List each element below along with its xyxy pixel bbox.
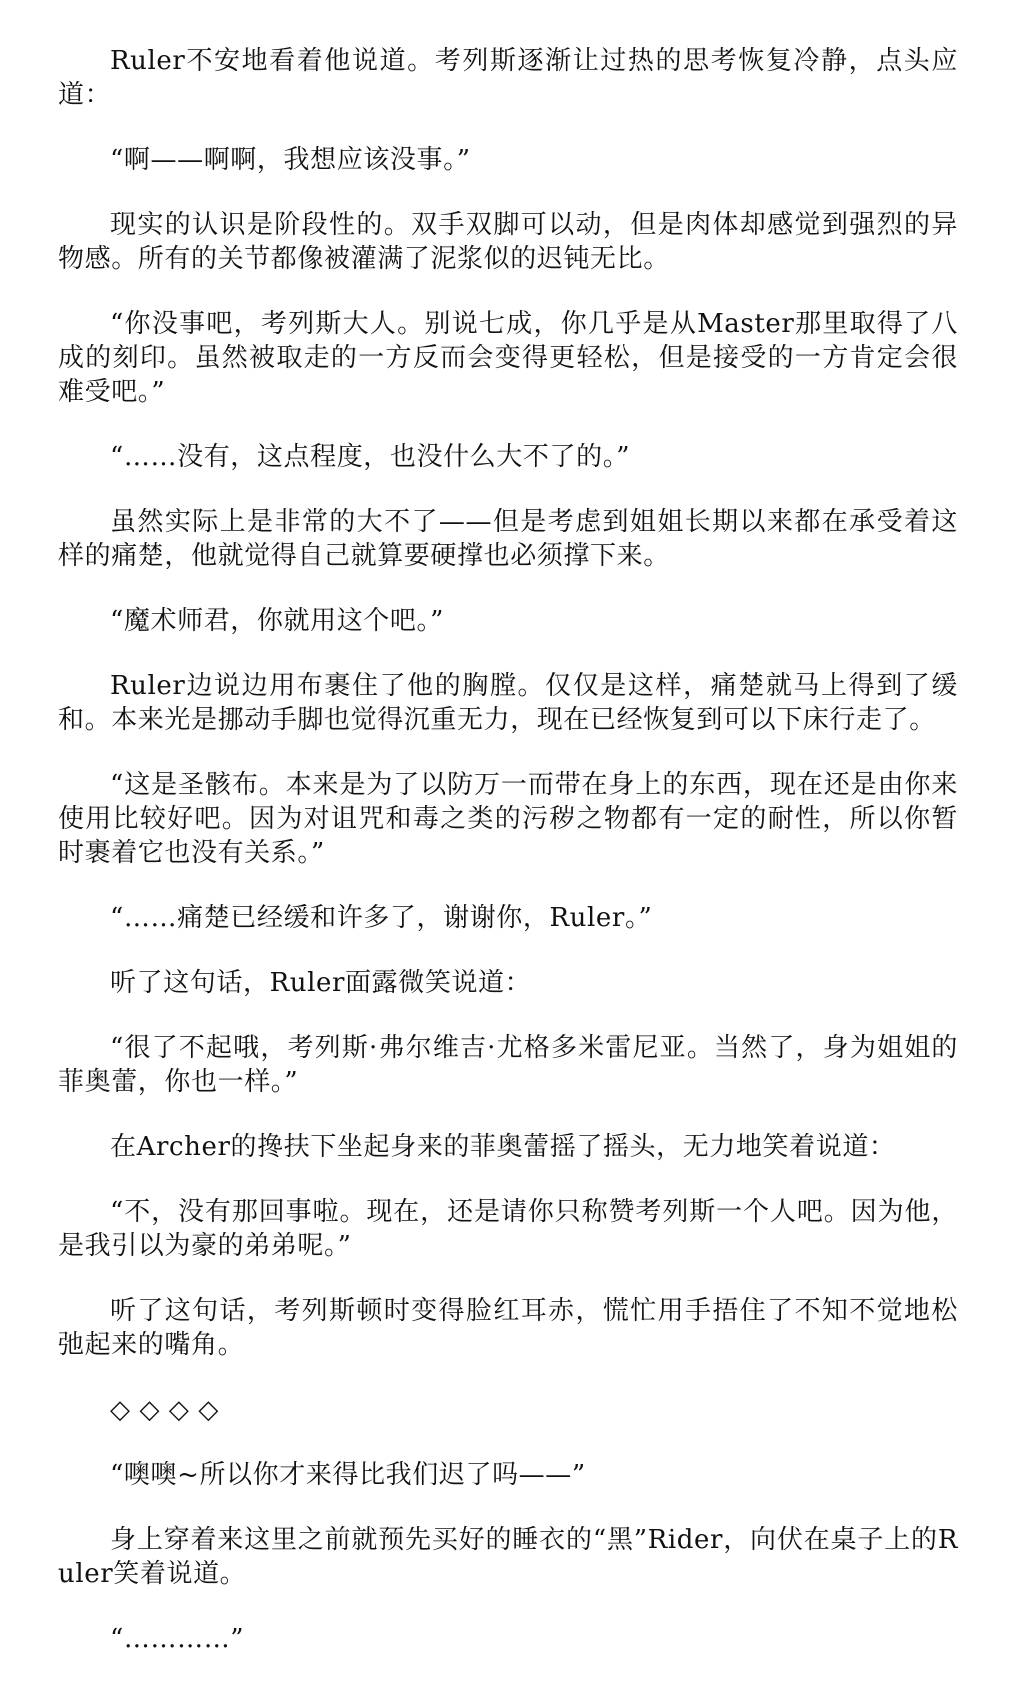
paragraph: “不，没有那回事啦。现在，还是请你只称赞考列斯一个人吧。因为他，是我引以为豪的弟弟呢。” xyxy=(58,1197,958,1261)
paragraph: 虽然实际上是非常的大不了——但是考虑到姐姐长期以来都在承受着这样的痛楚，他就觉得自己就算要硬撑也必须撑下来。 xyxy=(58,507,958,571)
paragraph: 听了这句话，考列斯顿时变得脸红耳赤，慌忙用手捂住了不知不觉地松弛起来的嘴角。 xyxy=(58,1296,958,1360)
paragraph: 在Archer的搀扶下坐起身来的菲奥蕾摇了摇头，无力地笑着说道： xyxy=(110,1132,896,1162)
paragraph: 听了这句话，Ruler面露微笑说道： xyxy=(110,968,532,998)
paragraph: “你没事吧，考列斯大人。别说七成，你几乎是从Master那里取得了八成的刻印。虽然被取走的一方反而会变得更轻松，但是接受的一方肯定会很难受吧。” xyxy=(58,309,958,407)
paragraph: “噢噢~所以你才来得比我们迟了吗——” xyxy=(110,1460,586,1490)
paragraph: “魔术师君，你就用这个吧。” xyxy=(110,606,444,636)
paragraph: “…………” xyxy=(110,1624,245,1654)
paragraph: “很了不起哦，考列斯·弗尔维吉·尤格多米雷尼亚。当然了，身为姐姐的菲奥蕾，你也一样。” xyxy=(58,1033,958,1097)
paragraph: “啊——啊啊，我想应该没事。” xyxy=(110,145,471,175)
scene-break-divider: ◇ ◇ ◇ ◇ xyxy=(110,1395,219,1425)
paragraph: Ruler不安地看着他说道。考列斯逐渐让过热的思考恢复冷静，点头应道： xyxy=(58,46,958,110)
paragraph: 现实的认识是阶段性的。双手双脚可以动，但是肉体却感觉到强烈的异物感。所有的关节都像被灌满了泥浆似的迟钝无比。 xyxy=(58,210,958,274)
document-page xyxy=(58,44,958,1687)
paragraph: “……没有，这点程度，也没什么大不了的。” xyxy=(110,442,631,472)
paragraph: 身上穿着来这里之前就预先买好的睡衣的“黑”Rider，向伏在桌子上的Ruler笑着说道。 xyxy=(58,1525,958,1589)
paragraph: “……痛楚已经缓和许多了，谢谢你，Ruler。” xyxy=(110,903,653,933)
paragraph: Ruler边说边用布裹住了他的胸膛。仅仅是这样，痛楚就马上得到了缓和。本来光是挪动手脚也觉得沉重无力，现在已经恢复到可以下床行走了。 xyxy=(58,671,958,735)
paragraph: “这是圣骸布。本来是为了以防万一而带在身上的东西，现在还是由你来使用比较好吧。因为对诅咒和毒之类的污秽之物都有一定的耐性，所以你暂时裹着它也没有关系。” xyxy=(58,770,958,868)
